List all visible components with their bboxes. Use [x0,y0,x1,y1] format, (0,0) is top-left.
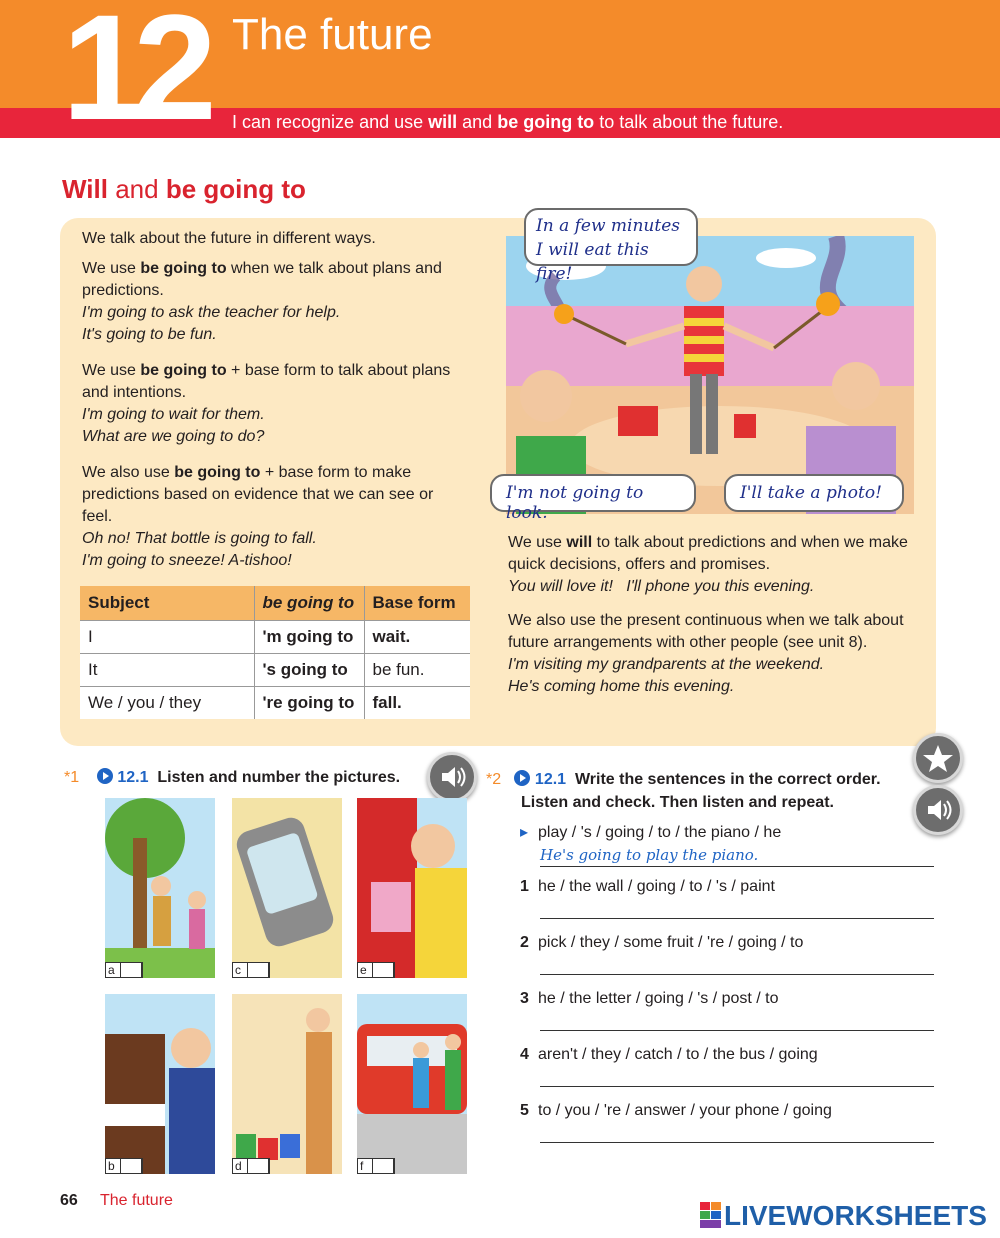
answer-box[interactable] [120,962,142,978]
grammar-p1-a: We use [82,260,141,277]
item-number: 2 [520,934,529,951]
table-cell: I [80,620,254,653]
answer-box[interactable] [372,962,394,978]
table-cell: 's going to [254,653,364,686]
speaker-button-2[interactable] [913,785,963,835]
grammar-p3-a: We also use [82,464,175,481]
item-number: 5 [520,1102,529,1119]
picture-label [357,1158,395,1174]
item-number: 3 [520,990,529,1007]
table-header: Subject [80,586,254,620]
goal-and: and [457,112,498,132]
table-cell: We / you / they [80,686,254,719]
unit-number: 12 [62,0,205,151]
liveworksheets-logo [700,1200,987,1232]
speech-bubble-fire [524,208,698,284]
grammar-p2 [82,360,472,448]
table-row [80,620,470,653]
picture-label [357,962,395,978]
speech-bubble-right: I'll take a photo! [724,474,904,512]
picture-b [105,994,215,1174]
speaker-icon [430,755,474,799]
grammar-p2-ex2: What are we going to do? [82,428,265,445]
grammar-p1-ex2: It's going to be fun. [82,326,217,343]
picture-f-image [357,994,467,1174]
picture-e-image [357,798,467,978]
grammar-p1-ex1: I'm going to ask the teacher for help. [82,304,341,321]
picture-letter: f [360,1159,364,1173]
star-button[interactable] [913,733,963,783]
grammar-p4-c: to talk about predictions and when we make quick decisions, offers and promises. [508,534,908,573]
goal-going: be going to [497,112,595,132]
example-prompt [520,822,781,842]
grammar-table [80,586,470,719]
answer-box[interactable] [247,1158,269,1174]
picture-a [105,798,215,978]
table-header: Base form [364,586,470,620]
grammar-p3-ex2: I'm going to sneeze! A-tishoo! [82,552,292,569]
grammar-p2-ex1: I'm going to wait for them. [82,406,265,423]
sentence-item [520,1046,818,1064]
table-cell: 're going to [254,686,364,719]
footer-title: The future [100,1192,173,1209]
answer-line[interactable] [540,974,934,975]
grammar-p2-c: + base form to talk about plans and intentions. [82,362,451,401]
play-icon[interactable] [514,770,530,786]
section-title-going: be going to [165,174,306,204]
grammar-p5-ex1: I'm visiting my grandparents at the weekend. [508,656,825,673]
exercise1-number: *1 [64,769,80,786]
bubble-line: In a few minutes [536,216,680,236]
goal-will: will [428,112,458,132]
grammar-p3-ex1: Oh no! That bottle is going to fall. [82,530,317,547]
exercise2-instruction: Write the sentences in the correct order. [574,771,881,788]
table-cell: be fun. [364,653,470,686]
item-text: to / you / 're / answer / your phone / going [538,1102,832,1119]
grammar-p4-a: We use [508,534,567,551]
exercise2-heading [486,768,916,814]
grammar-p5 [508,610,918,698]
page-number: 66 [60,1192,78,1209]
grammar-p2-b: be going to [140,362,227,379]
grammar-p2-a: We use [82,362,141,379]
play-icon[interactable] [97,768,113,784]
grammar-p4-b: will [566,534,593,551]
answer-line[interactable] [540,1086,934,1087]
table-cell: 'm going to [254,620,364,653]
picture-a-image [105,798,215,978]
exercise2-number: *2 [486,771,502,788]
grammar-p1-c: when we talk about plans and predictions. [82,260,442,299]
item-text: he / the letter / going / 's / post / to [538,990,779,1007]
table-header-row [80,586,470,620]
item-text: he / the wall / going / to / 's / paint [538,878,775,895]
answer-box[interactable] [120,1158,142,1174]
unit-goal [232,112,783,133]
picture-letter: b [108,1159,115,1173]
answer-box[interactable] [372,1158,394,1174]
unit-title: The future [232,10,433,59]
item-text: pick / they / some fruit / 're / going / to [538,934,804,951]
table-cell: fall. [364,686,470,719]
bubble-line: I will eat this fire! [536,240,649,284]
picture-c [232,798,342,978]
speaker-icon [916,788,960,832]
exercise2-instruction-2: Listen and check. Then listen and repeat. [521,794,834,811]
logo-text: LIVEWORKSHEETS [724,1200,987,1231]
table-row [80,653,470,686]
section-title-and: and [107,174,166,204]
picture-label [105,1158,143,1174]
grammar-p1-b: be going to [140,260,227,277]
picture-label [105,962,143,978]
picture-c-image [232,798,342,978]
exercise2-track: 12.1 [534,771,567,788]
liveworksheets-logo-icon [700,1202,722,1228]
picture-letter: e [360,963,367,977]
example-text: play / 's / going / to / the piano / he [538,824,782,841]
goal-suffix: to talk about the future. [594,112,784,132]
exercise1-track: 12.1 [117,769,149,786]
grammar-p3-b: be going to [174,464,261,481]
speech-bubble-left: I'm not going to look. [490,474,696,512]
table-cell: It [80,653,254,686]
sentence-item [520,990,779,1008]
picture-f [357,994,467,1174]
grammar-p3-c: + base form to make predictions based on evidence that we can see or feel. [82,464,434,525]
exercise1-instruction: Listen and number the pictures. [157,769,401,786]
exercise1-heading [64,768,400,787]
picture-e [357,798,467,978]
example-answer-line [540,866,934,867]
example-answer: He's going to play the piano. [540,846,759,864]
grammar-intro: We talk about the future in different ways. [82,230,376,247]
item-text: aren't / they / catch / to / the bus / going [538,1046,818,1063]
sentence-item [520,878,775,896]
grammar-p1 [82,258,472,346]
table-header: be going to [254,586,364,620]
sentence-item [520,1102,832,1120]
grammar-p5-text: We also use the present continuous when we talk about future arrangements with other people (see unit 8). [508,612,904,651]
grammar-p4-ex2: I'll phone you this evening. [626,578,815,595]
answer-box[interactable] [247,962,269,978]
table-row [80,686,470,719]
picture-d [232,994,342,1174]
grammar-p5-ex2: He's coming home this evening. [508,678,735,695]
star-icon [916,736,960,780]
answer-line[interactable] [540,1030,934,1031]
speaker-button[interactable] [427,752,477,802]
picture-label [232,1158,270,1174]
picture-letter: c [235,963,241,977]
table-cell: wait. [364,620,470,653]
section-title [62,174,306,205]
goal-text: I can recognize and use [232,112,429,132]
item-number: 4 [520,1046,529,1063]
grammar-p4-ex1: You will love it! [508,578,613,595]
picture-label [232,962,270,978]
picture-letter: a [108,963,115,977]
picture-d-image [232,994,342,1174]
grammar-p4 [508,532,918,598]
section-title-will: Will [62,174,108,204]
picture-letter: d [235,1159,242,1173]
example-marker-icon: ▸ [520,824,529,841]
answer-line[interactable] [540,918,934,919]
answer-line[interactable] [540,1142,934,1143]
sentence-item [520,934,803,952]
item-number: 1 [520,878,529,895]
picture-b-image [105,994,215,1174]
grammar-p3 [82,462,462,572]
